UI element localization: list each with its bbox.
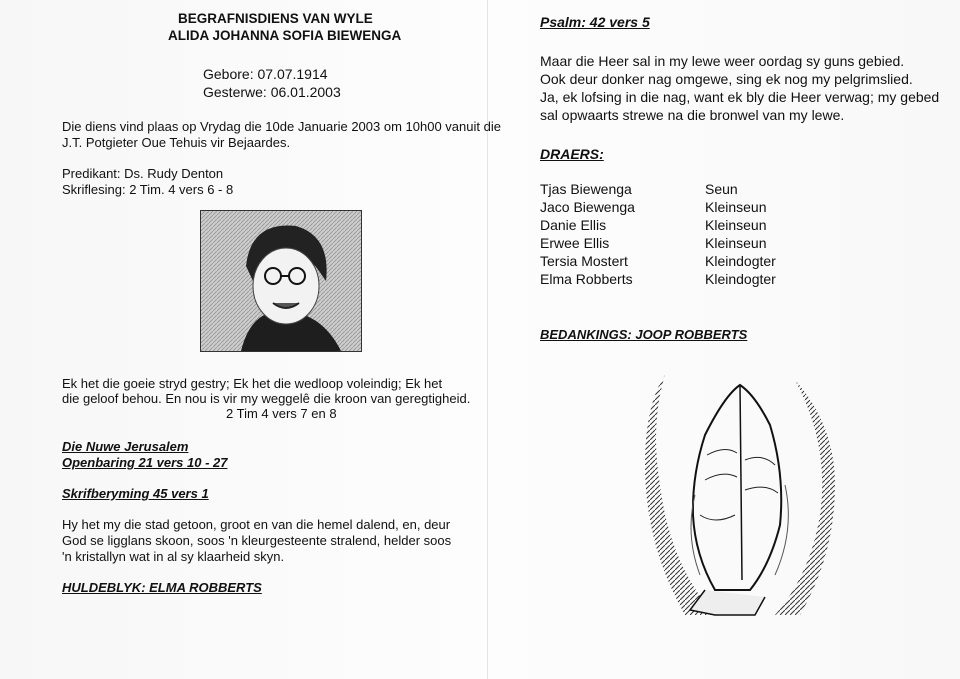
- hymn-line-2: God se ligglans skoon, soos 'n kleurgesteente stralend, helder soos: [62, 533, 452, 548]
- bearer-name: Tjas Biewenga: [540, 181, 632, 197]
- bearer-relation: Kleindogter: [705, 253, 776, 269]
- hymn-line-1: Hy het my die stad getoon, groot en van die hemel dalend, en, deur: [62, 517, 451, 532]
- bearer-name: Danie Ellis: [540, 217, 607, 233]
- bearer-relation: Kleinseun: [705, 217, 767, 233]
- title-line-1: BEGRAFNISDIENS VAN WYLE: [178, 11, 373, 26]
- bearer-relation: Kleindogter: [705, 271, 776, 287]
- tribute: HULDEBLYK: ELMA ROBBERTS: [62, 580, 262, 595]
- hymn-reference: Skrifberyming 45 vers 1: [62, 486, 209, 501]
- revelation-reference: Openbaring 21 vers 10 - 27: [62, 455, 228, 470]
- bearers-title: DRAERS:: [540, 146, 604, 162]
- psalm-line-4: sal opwaarts strewe na die bronwel van my lewe.: [540, 107, 845, 123]
- praying-hands-illustration: [645, 365, 835, 620]
- bearer-relation: Kleinseun: [705, 235, 767, 251]
- service-line-2: J.T. Potgieter Oue Tehuis vir Bejaardes.: [62, 135, 291, 150]
- bearer-name: Tersia Mostert: [540, 253, 628, 269]
- preacher: Predikant: Ds. Rudy Denton: [62, 166, 224, 181]
- psalm-line-2: Ook deur donker nag omgewe, sing ek nog my pelgrimslied.: [540, 71, 913, 87]
- fold-line: [487, 0, 488, 679]
- death-date: Gesterwe: 06.01.2003: [203, 84, 341, 100]
- psalm-line-1: Maar die Heer sal in my lewe weer oordag sy guns gebied.: [540, 53, 905, 69]
- bearer-name: Erwee Ellis: [540, 235, 610, 251]
- new-jerusalem-title: Die Nuwe Jerusalem: [62, 439, 189, 454]
- bearer-relation: Kleinseun: [705, 199, 767, 215]
- scripture-reading: Skriflesing: 2 Tim. 4 vers 6 - 8: [62, 182, 234, 197]
- title-line-2: ALIDA JOHANNA SOFIA BIEWENGA: [168, 28, 402, 43]
- quote-line-2: die geloof behou. En nou is vir my weggelê die kroon van geregtigheid.: [62, 391, 471, 406]
- bearer-relation: Seun: [705, 181, 738, 197]
- bearer-name: Jaco Biewenga: [540, 199, 635, 215]
- service-line-1: Die diens vind plaas op Vrydag die 10de Januarie 2003 om 10h00 vanuit die: [62, 119, 501, 134]
- birth-date: Gebore: 07.07.1914: [203, 66, 328, 82]
- psalm-line-3: Ja, ek lofsing in die nag, want ek bly die Heer verwag; my gebed: [540, 89, 940, 105]
- quote-line-1: Ek het die goeie stryd gestry; Ek het die wedloop voleindig; Ek het: [62, 376, 443, 391]
- psalm-title: Psalm: 42 vers 5: [540, 14, 650, 30]
- quote-reference: 2 Tim 4 vers 7 en 8: [226, 406, 337, 421]
- portrait-photo: [200, 210, 362, 352]
- thanks: BEDANKINGS: JOOP ROBBERTS: [540, 327, 748, 342]
- hymn-line-3: 'n kristallyn wat in al sy klaarheid skyn.: [62, 549, 285, 564]
- bearer-name: Elma Robberts: [540, 271, 633, 287]
